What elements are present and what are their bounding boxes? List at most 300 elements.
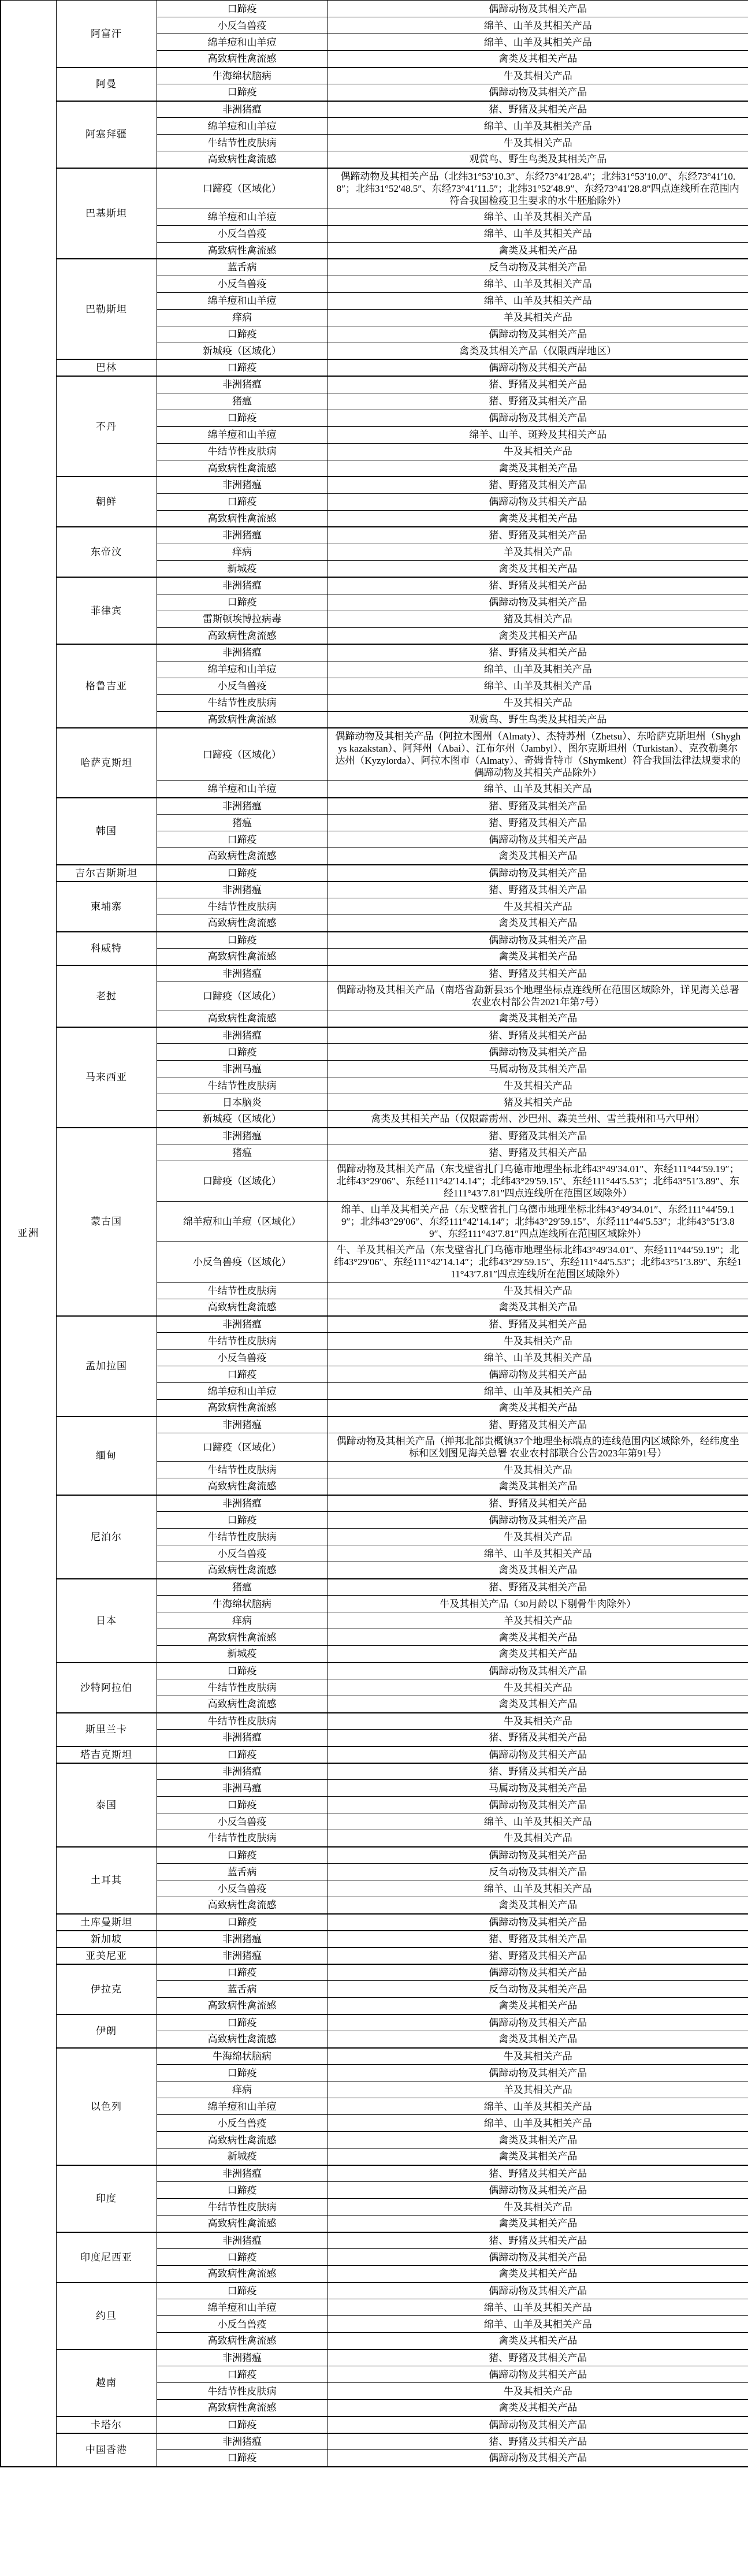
products-cell: 绵羊、山羊及其相关产品: [328, 1383, 748, 1400]
products-cell: 猪、野猪及其相关产品: [328, 1128, 748, 1144]
table-row: [1, 1713, 748, 1730]
products-cell: 偶蹄动物及其相关产品: [328, 359, 748, 376]
products-cell: 牛及其相关产品: [328, 1333, 748, 1350]
country-cell: 约旦: [56, 2283, 157, 2350]
disease-cell: 小反刍兽疫（区域化）: [157, 1242, 328, 1283]
products-cell: 牛及其相关产品: [328, 898, 748, 915]
country-cell: 巴林: [56, 359, 157, 376]
disease-cell: 非洲猪瘟: [157, 101, 328, 118]
table-row: [1, 2350, 748, 2366]
products-cell: 马属动物及其相关产品: [328, 1061, 748, 1077]
table-row: [1, 2165, 748, 2182]
country-cell: 缅甸: [56, 1417, 157, 1495]
products-cell: 猪、野猪及其相关产品: [328, 577, 748, 594]
disease-cell: 牛结节性皮肤病: [157, 1077, 328, 1094]
disease-cell: 绵羊痘和山羊痘（区域化）: [157, 1202, 328, 1242]
country-cell: 吉尔吉斯斯坦: [56, 865, 157, 882]
disease-cell: 牛结节性皮肤病: [157, 1830, 328, 1847]
disease-cell: 口蹄疫: [157, 1847, 328, 1864]
products-cell: 猪、野猪及其相关产品: [328, 1579, 748, 1596]
products-cell: 观赏鸟、野生鸟类及其相关产品: [328, 151, 748, 168]
disease-cell: 口蹄疫: [157, 493, 328, 510]
disease-cell: 高致病性禽流感: [157, 1562, 328, 1579]
disease-cell: 蓝舌病: [157, 259, 328, 276]
table-row: [1, 1947, 748, 1964]
disease-cell: 口蹄疫（区域化）: [157, 168, 328, 209]
disease-cell: 小反刍兽疫: [157, 1880, 328, 1897]
products-cell: 羊及其相关产品: [328, 544, 748, 560]
country-cell: 阿塞拜疆: [56, 101, 157, 168]
products-cell: 猪、野猪及其相关产品: [328, 2232, 748, 2249]
products-cell: 马属动物及其相关产品: [328, 1780, 748, 1797]
products-cell: 禽类及其相关产品: [328, 2132, 748, 2148]
products-cell: 禽类及其相关产品: [328, 1629, 748, 1646]
disease-cell: 非洲猪瘟: [157, 477, 328, 493]
disease-cell: 高致病性禽流感: [157, 2031, 328, 2048]
country-cell: 科威特: [56, 932, 157, 965]
products-cell: 羊及其相关产品: [328, 2081, 748, 2098]
products-cell: 禽类及其相关产品: [328, 1400, 748, 1417]
products-cell: 偶蹄动物及其相关产品（东戈壁省扎门乌德市地理坐标北纬43°49′34.01″、东经111°44′59.19″；北纬43°29′06″、东经111°42′14.14″；北纬43°29′59.15″、东经111°44′5.53″；北纬43°51′3.89″、东经111°43′7.81″四点连线所在范围区域除外）: [328, 1161, 748, 1202]
products-cell: 偶蹄动物及其相关产品: [328, 84, 748, 101]
products-cell: 绵羊、山羊及其相关产品: [328, 34, 748, 51]
table-row: [1, 865, 748, 882]
disease-cell: 绵羊痘和山羊痘: [157, 781, 328, 798]
products-cell: 牛及其相关产品: [328, 1713, 748, 1730]
country-cell: 印度尼西亚: [56, 2232, 157, 2283]
table-row: [1, 577, 748, 594]
disease-cell: 高致病性禽流感: [157, 1299, 328, 1316]
disease-cell: 高致病性禽流感: [157, 510, 328, 527]
country-cell: 巴勒斯坦: [56, 259, 157, 359]
disease-cell: 非洲猪瘟: [157, 1027, 328, 1044]
disease-cell: 痒病: [157, 2081, 328, 2098]
table-row: [1, 1, 748, 17]
products-cell: 禽类及其相关产品: [328, 1562, 748, 1579]
products-cell: 禽类及其相关产品: [328, 2333, 748, 2350]
products-cell: 绵羊、山羊及其相关产品: [328, 209, 748, 225]
country-cell: 新加坡: [56, 1931, 157, 1947]
country-cell: 斯里兰卡: [56, 1713, 157, 1746]
table-row: [1, 376, 748, 393]
products-cell: 禽类及其相关产品: [328, 510, 748, 527]
disease-cell: 牛结节性皮肤病: [157, 135, 328, 151]
disease-cell: 口蹄疫: [157, 1366, 328, 1383]
products-cell: 禽类及其相关产品: [328, 949, 748, 965]
products-cell: 禽类及其相关产品: [328, 2216, 748, 2232]
country-cell: 沙特阿拉伯: [56, 1663, 157, 1713]
products-cell: 偶蹄动物及其相关产品: [328, 2450, 748, 2467]
products-cell: 偶蹄动物及其相关产品: [328, 1, 748, 17]
products-cell: 偶蹄动物及其相关产品: [328, 594, 748, 611]
disease-cell: 牛结节性皮肤病: [157, 1679, 328, 1696]
products-cell: 偶蹄动物及其相关产品: [328, 2417, 748, 2433]
products-cell: 偶蹄动物及其相关产品: [328, 1663, 748, 1679]
disease-cell: 非洲猪瘟: [157, 1495, 328, 1512]
products-cell: 偶蹄动物及其相关产品: [328, 865, 748, 882]
products-cell: 偶蹄动物及其相关产品: [328, 2283, 748, 2299]
disease-cell: 非洲猪瘟: [157, 1417, 328, 1433]
products-cell: 禽类及其相关产品（仅限霹雳州、沙巴州、森美兰州、雪兰莪州和马六甲州）: [328, 1111, 748, 1128]
products-cell: 猪、野猪及其相关产品: [328, 2165, 748, 2182]
disease-cell: 非洲猪瘟: [157, 1316, 328, 1333]
disease-cell: 绵羊痘和山羊痘: [157, 292, 328, 309]
disease-cell: 口蹄疫（区域化）: [157, 1161, 328, 1202]
country-cell: 以色列: [56, 2048, 157, 2165]
table-row: [1, 1663, 748, 1679]
products-cell: 猪、野猪及其相关产品: [328, 101, 748, 118]
table-row: [1, 1579, 748, 1596]
products-cell: 绵羊、山羊及其相关产品: [328, 1880, 748, 1897]
products-cell: 禽类及其相关产品: [328, 2266, 748, 2283]
disease-cell: 非洲猪瘟: [157, 2232, 328, 2249]
table-row: [1, 1931, 748, 1947]
country-cell: 巴基斯坦: [56, 168, 157, 259]
disease-cell: 高致病性禽流感: [157, 848, 328, 865]
disease-cell: 牛结节性皮肤病: [157, 1462, 328, 1478]
products-cell: 猪及其相关产品: [328, 611, 748, 627]
products-cell: 禽类及其相关产品: [328, 1897, 748, 1914]
country-cell: 格鲁吉亚: [56, 644, 157, 728]
products-cell: 牛及其相关产品: [328, 1077, 748, 1094]
table-row: [1, 1495, 748, 1512]
disease-cell: 非洲猪瘟: [157, 2350, 328, 2366]
products-cell: 禽类及其相关产品: [328, 915, 748, 932]
disease-cell: 非洲猪瘟: [157, 1730, 328, 1746]
country-cell: 菲律宾: [56, 577, 157, 644]
disease-cell: 小反刍兽疫: [157, 225, 328, 242]
disease-cell: 高致病性禽流感: [157, 1478, 328, 1495]
products-cell: 猪、野猪及其相关产品: [328, 1495, 748, 1512]
disease-cell: 牛结节性皮肤病: [157, 2199, 328, 2216]
country-cell: 不丹: [56, 376, 157, 477]
disease-cell: 小反刍兽疫: [157, 276, 328, 292]
products-cell: 偶蹄动物及其相关产品: [328, 1797, 748, 1813]
disease-cell: 绵羊痘和山羊痘: [157, 1383, 328, 1400]
products-cell: 禽类及其相关产品（仅限西岸地区）: [328, 343, 748, 359]
disease-cell: 口蹄疫: [157, 1797, 328, 1813]
products-cell: 观赏鸟、野生鸟类及其相关产品: [328, 711, 748, 728]
disease-cell: 蓝舌病: [157, 1864, 328, 1880]
disease-cell: 蓝舌病: [157, 1981, 328, 1998]
disease-cell: 牛结节性皮肤病: [157, 1713, 328, 1730]
products-cell: 禽类及其相关产品: [328, 1010, 748, 1027]
products-cell: 绵羊、山羊及其相关产品: [328, 1545, 748, 1562]
table-row: [1, 1128, 748, 1144]
disease-cell: 口蹄疫: [157, 1914, 328, 1931]
products-cell: 偶蹄动物及其相关产品: [328, 831, 748, 848]
disease-cell: 口蹄疫: [157, 865, 328, 882]
country-cell: 塔吉克斯坦: [56, 1746, 157, 1763]
products-cell: 牛及其相关产品: [328, 2383, 748, 2400]
disease-cell: 口蹄疫: [157, 932, 328, 949]
disease-cell: 口蹄疫: [157, 2366, 328, 2383]
disease-cell: 高致病性禽流感: [157, 915, 328, 932]
disease-cell: 非洲猪瘟: [157, 376, 328, 393]
products-cell: 猪、野猪及其相关产品: [328, 477, 748, 493]
country-cell: 越南: [56, 2350, 157, 2417]
country-cell: 蒙古国: [56, 1128, 157, 1316]
products-cell: 牛及其相关产品: [328, 1529, 748, 1545]
disease-cell: 小反刍兽疫: [157, 2316, 328, 2333]
table-row: [1, 259, 748, 276]
table-row: [1, 1763, 748, 1780]
table-row: [1, 477, 748, 493]
products-cell: 禽类及其相关产品: [328, 1299, 748, 1316]
products-cell: 牛及其相关产品: [328, 1283, 748, 1299]
country-cell: 韩国: [56, 798, 157, 865]
disease-cell: 口蹄疫: [157, 2249, 328, 2266]
disease-cell: 口蹄疫: [157, 84, 328, 101]
products-cell: 猪、野猪及其相关产品: [328, 1417, 748, 1433]
disease-cell: 牛结节性皮肤病: [157, 694, 328, 711]
disease-cell: 非洲猪瘟: [157, 1947, 328, 1964]
disease-cell: 绵羊痘和山羊痘: [157, 2098, 328, 2115]
disease-cell: 痒病: [157, 1612, 328, 1629]
country-cell: 伊朗: [56, 2014, 157, 2048]
country-cell: 亚美尼亚: [56, 1947, 157, 1964]
table-row: [1, 68, 748, 84]
table-row: [1, 1847, 748, 1864]
disease-cell: 牛结节性皮肤病: [157, 898, 328, 915]
disease-cell: 高致病性禽流感: [157, 627, 328, 644]
disease-cell: 小反刍兽疫: [157, 1350, 328, 1366]
country-cell: 朝鲜: [56, 477, 157, 527]
products-cell: 反刍动物及其相关产品: [328, 1864, 748, 1880]
products-cell: 绵羊、山羊及其相关产品: [328, 225, 748, 242]
products-cell: 绵羊、山羊及其相关产品: [328, 2098, 748, 2115]
products-cell: 禽类及其相关产品: [328, 2400, 748, 2417]
products-cell: 偶蹄动物及其相关产品: [328, 493, 748, 510]
disease-cell: 非洲猪瘟: [157, 2433, 328, 2450]
products-cell: 偶蹄动物及其相关产品: [328, 1746, 748, 1763]
products-cell: 牛及其相关产品（30月龄以下剔骨牛肉除外）: [328, 1596, 748, 1612]
products-cell: 猪及其相关产品: [328, 1094, 748, 1111]
disease-cell: 非洲猪瘟: [157, 1931, 328, 1947]
products-cell: 禽类及其相关产品: [328, 848, 748, 865]
products-cell: 猪、野猪及其相关产品: [328, 965, 748, 982]
products-cell: 禽类及其相关产品: [328, 560, 748, 577]
products-cell: 偶蹄动物及其相关产品: [328, 932, 748, 949]
products-cell: 绵羊、山羊及其相关产品: [328, 1813, 748, 1830]
disease-cell: 新城疫: [157, 2148, 328, 2165]
table-row: [1, 1417, 748, 1433]
disease-cell: 口蹄疫: [157, 1663, 328, 1679]
disease-cell: 口蹄疫: [157, 1044, 328, 1061]
products-cell: 牛及其相关产品: [328, 1679, 748, 1696]
disease-cell: 新城疫（区域化）: [157, 1111, 328, 1128]
products-cell: 绵羊、山羊及其相关产品: [328, 2299, 748, 2316]
disease-cell: 非洲猪瘟: [157, 644, 328, 661]
products-cell: 偶蹄动物及其相关产品（掸邦北部贵概镇37个地理坐标端点的连线范围内区域除外，经纬度坐标和区划图见海关总署 农业农村部联合公告2023年第91号）: [328, 1433, 748, 1462]
disease-cell: 口蹄疫: [157, 326, 328, 343]
disease-cell: 口蹄疫: [157, 1, 328, 17]
disease-cell: 小反刍兽疫: [157, 678, 328, 694]
disease-cell: 口蹄疫: [157, 2065, 328, 2081]
disease-cell: 小反刍兽疫: [157, 1813, 328, 1830]
disease-cell: 高致病性禽流感: [157, 1998, 328, 2014]
disease-cell: 高致病性禽流感: [157, 2400, 328, 2417]
disease-cell: 高致病性禽流感: [157, 51, 328, 68]
products-cell: 绵羊、山羊及其相关产品: [328, 17, 748, 34]
table-row: [1, 1027, 748, 1044]
disease-cell: 日本脑炎: [157, 1094, 328, 1111]
disease-cell: 猪瘟: [157, 1144, 328, 1161]
products-cell: 猪、野猪及其相关产品: [328, 1730, 748, 1746]
disease-cell: 口蹄疫（区域化）: [157, 1433, 328, 1462]
products-cell: 猪、野猪及其相关产品: [328, 2433, 748, 2450]
products-cell: 偶蹄动物及其相关产品: [328, 1914, 748, 1931]
products-cell: 禽类及其相关产品: [328, 1998, 748, 2014]
products-cell: 偶蹄动物及其相关产品: [328, 1366, 748, 1383]
table-row: [1, 2232, 748, 2249]
disease-cell: 猪瘟: [157, 815, 328, 831]
country-cell: 印度: [56, 2165, 157, 2232]
products-cell: 禽类及其相关产品: [328, 2031, 748, 2048]
products-cell: 偶蹄动物及其相关产品: [328, 1847, 748, 1864]
table-row: [1, 2048, 748, 2065]
table-row: [1, 1964, 748, 1981]
disease-cell: 高致病性禽流感: [157, 1010, 328, 1027]
products-cell: 绵羊、山羊及其相关产品: [328, 292, 748, 309]
table-row: [1, 965, 748, 982]
table-row: [1, 527, 748, 544]
products-cell: 偶蹄动物及其相关产品（阿拉木图州（Almaty）、杰特苏州（Zhetsu）、东哈萨克斯坦州（Shyghys kazakstan）、阿拜州（Abai）、江布尔州（Jambyl）、图尔克斯坦州（Turkistan）、克孜勒奥尔达州（Kyzylorda）、阿拉木图市（Almaty）、奇姆肯特市（Shymkent）符合我国法律法规要求的偶蹄动物及其相关产品除外）: [328, 728, 748, 781]
table-row: [1, 644, 748, 661]
table-row: [1, 101, 748, 118]
region-cell: 亚洲: [1, 1, 56, 2467]
disease-cell: 高致病性禽流感: [157, 1629, 328, 1646]
products-cell: 牛及其相关产品: [328, 1462, 748, 1478]
products-cell: 绵羊、山羊及其相关产品: [328, 781, 748, 798]
disease-cell: 口蹄疫: [157, 410, 328, 426]
disease-cell: 口蹄疫: [157, 1746, 328, 1763]
disease-cell: 牛海绵状脑病: [157, 1596, 328, 1612]
disease-cell: 小反刍兽疫: [157, 17, 328, 34]
disease-cell: 口蹄疫: [157, 594, 328, 611]
table-row: [1, 798, 748, 815]
products-cell: 绵羊、山羊及其相关产品（东戈壁省扎门乌德市地理坐标北纬43°49′34.01″、东经111°44′59.19″；北纬43°29′06″、东经111°42′14.14″；北纬43°29′59.15″、东经111°44′5.53″；北纬43°51′3.89″、东经111°43′7.81″四点连线所在范围区域除外）: [328, 1202, 748, 1242]
disease-cell: 口蹄疫: [157, 831, 328, 848]
products-cell: 猪、野猪及其相关产品: [328, 2350, 748, 2366]
disease-cell: 非洲猪瘟: [157, 1128, 328, 1144]
products-cell: 反刍动物及其相关产品: [328, 1981, 748, 1998]
table-row: [1, 359, 748, 376]
disease-cell: 绵羊痘和山羊痘: [157, 661, 328, 678]
products-cell: 偶蹄动物及其相关产品: [328, 410, 748, 426]
disease-cell: 口蹄疫: [157, 2014, 328, 2031]
products-cell: 偶蹄动物及其相关产品: [328, 2065, 748, 2081]
products-cell: 偶蹄动物及其相关产品: [328, 2366, 748, 2383]
country-cell: 老挝: [56, 965, 157, 1027]
products-cell: 猪、野猪及其相关产品: [328, 882, 748, 898]
disease-cell: 高致病性禽流感: [157, 151, 328, 168]
products-cell: 绵羊、山羊及其相关产品: [328, 2115, 748, 2132]
products-cell: 羊及其相关产品: [328, 309, 748, 326]
products-cell: 禽类及其相关产品: [328, 242, 748, 259]
disease-cell: 小反刍兽疫: [157, 2115, 328, 2132]
products-cell: 牛及其相关产品: [328, 68, 748, 84]
disease-cell: 高致病性禽流感: [157, 1897, 328, 1914]
disease-cell: 绵羊痘和山羊痘: [157, 426, 328, 443]
products-cell: 牛及其相关产品: [328, 694, 748, 711]
disease-cell: 高致病性禽流感: [157, 2333, 328, 2350]
products-cell: 禽类及其相关产品: [328, 627, 748, 644]
products-cell: 禽类及其相关产品: [328, 51, 748, 68]
disease-cell: 非洲马瘟: [157, 1780, 328, 1797]
country-cell: 哈萨克斯坦: [56, 728, 157, 798]
table-row: [1, 1746, 748, 1763]
country-cell: 阿曼: [56, 68, 157, 101]
products-cell: 偶蹄动物及其相关产品: [328, 1512, 748, 1529]
products-cell: 禽类及其相关产品: [328, 2148, 748, 2165]
products-cell: 牛及其相关产品: [328, 2048, 748, 2065]
table-row: [1, 882, 748, 898]
country-cell: 柬埔寨: [56, 882, 157, 932]
table-row: [1, 2433, 748, 2450]
disease-cell: 牛结节性皮肤病: [157, 1529, 328, 1545]
products-cell: 偶蹄动物及其相关产品: [328, 1044, 748, 1061]
products-cell: 猪、野猪及其相关产品: [328, 1316, 748, 1333]
country-cell: 卡塔尔: [56, 2417, 157, 2433]
disease-cell: 高致病性禽流感: [157, 1696, 328, 1713]
disease-cell: 猪瘟: [157, 393, 328, 410]
products-cell: 禽类及其相关产品: [328, 460, 748, 477]
disease-cell: 牛海绵状脑病: [157, 2048, 328, 2065]
products-cell: 猪、野猪及其相关产品: [328, 644, 748, 661]
disease-cell: 新城疫（区域化）: [157, 343, 328, 359]
products-cell: 牛及其相关产品: [328, 2199, 748, 2216]
country-cell: 日本: [56, 1579, 157, 1663]
products-cell: 猪、野猪及其相关产品: [328, 1027, 748, 1044]
country-cell: 阿富汗: [56, 1, 157, 68]
disease-cell: 口蹄疫: [157, 2417, 328, 2433]
products-cell: 猪、野猪及其相关产品: [328, 527, 748, 544]
disease-cell: 口蹄疫: [157, 1964, 328, 1981]
disease-cell: 高致病性禽流感: [157, 2266, 328, 2283]
disease-cell: 绵羊痘和山羊痘: [157, 34, 328, 51]
products-cell: 禽类及其相关产品: [328, 1646, 748, 1663]
table-row: [1, 2014, 748, 2031]
disease-cell: 非洲猪瘟: [157, 965, 328, 982]
products-cell: 牛及其相关产品: [328, 135, 748, 151]
country-cell: 尼泊尔: [56, 1495, 157, 1579]
country-cell: 土库曼斯坦: [56, 1914, 157, 1931]
disease-cell: 口蹄疫（区域化）: [157, 982, 328, 1010]
products-cell: 猪、野猪及其相关产品: [328, 393, 748, 410]
disease-cell: 非洲马瘟: [157, 1061, 328, 1077]
disease-cell: 非洲猪瘟: [157, 527, 328, 544]
disease-cell: 猪瘟: [157, 1579, 328, 1596]
products-cell: 偶蹄动物及其相关产品: [328, 2249, 748, 2266]
disease-cell: 高致病性禽流感: [157, 2216, 328, 2232]
disease-cell: 牛结节性皮肤病: [157, 1283, 328, 1299]
products-cell: 禽类及其相关产品: [328, 1478, 748, 1495]
table-row: [1, 1316, 748, 1333]
products-cell: 牛及其相关产品: [328, 443, 748, 460]
table-row: [1, 728, 748, 781]
products-cell: 偶蹄动物及其相关产品: [328, 2014, 748, 2031]
disease-cell: 非洲猪瘟: [157, 2165, 328, 2182]
disease-cell: 非洲猪瘟: [157, 1763, 328, 1780]
disease-cell: 高致病性禽流感: [157, 711, 328, 728]
table-row: [1, 1914, 748, 1931]
disease-cell: 痒病: [157, 309, 328, 326]
table-body: [1, 1, 748, 2467]
disease-cell: 新城疫: [157, 1646, 328, 1663]
disease-cell: 非洲猪瘟: [157, 577, 328, 594]
country-cell: 伊拉克: [56, 1964, 157, 2014]
